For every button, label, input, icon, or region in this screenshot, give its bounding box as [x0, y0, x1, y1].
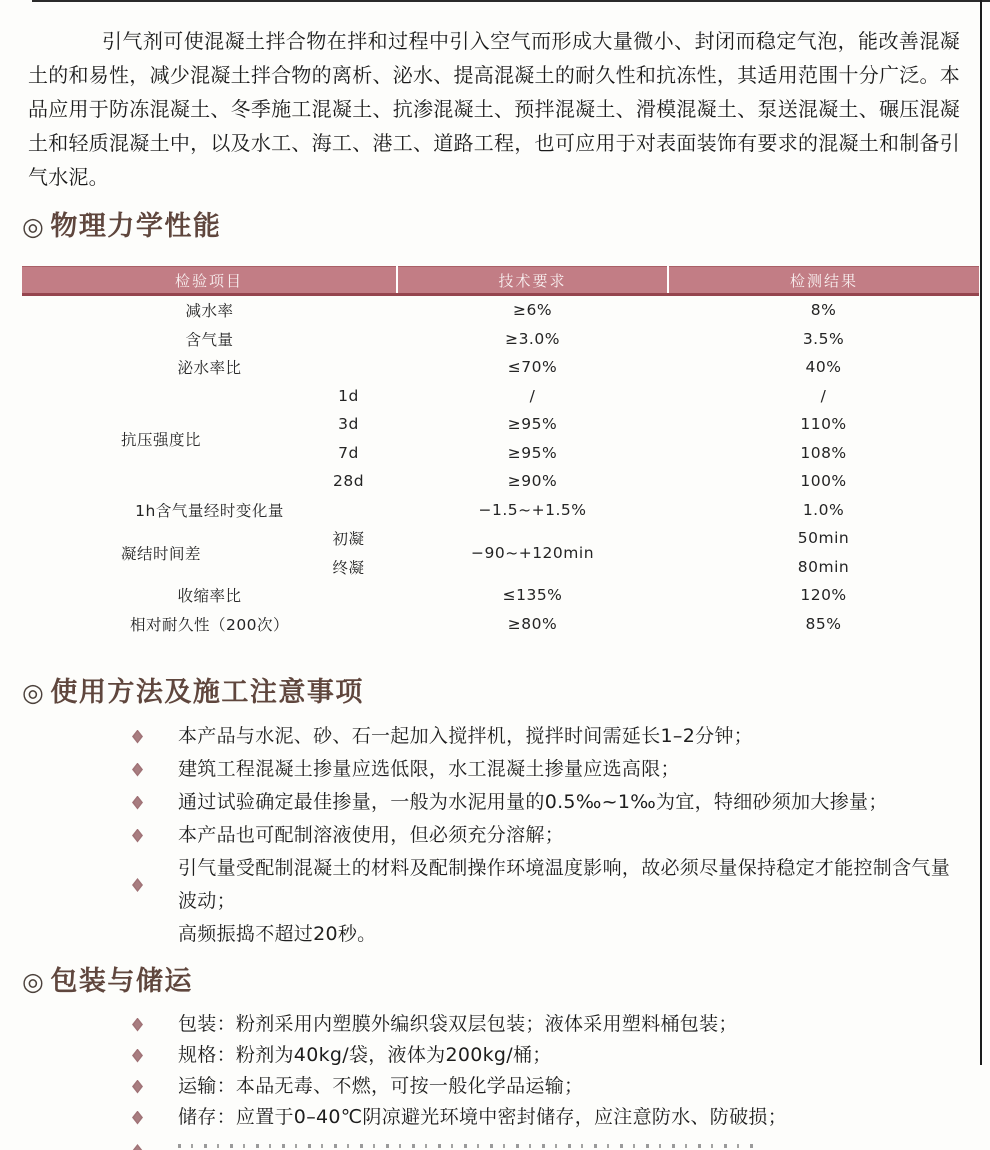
cell-result: 100% — [800, 472, 847, 491]
list-item-text: 包装：粉剂采用内塑膜外编织袋双层包装；液体采用塑料桶包装； — [178, 1013, 738, 1035]
clipped-text-fragment — [178, 1144, 758, 1148]
table-row — [22, 325, 979, 354]
cell-item: 减水率 — [185, 302, 234, 321]
cell-item: 泌水率比 — [177, 359, 242, 378]
list-item — [28, 753, 960, 786]
column-header-test-result: 检测结果 — [668, 267, 979, 295]
diamond-bullet-icon — [132, 730, 143, 744]
list-item-text: 通过试验确定最佳掺量，一般为水泥用量的0.5‰~1‰为宜，特细砂须加大掺量； — [178, 791, 888, 813]
cell-requirement: ≥90% — [507, 472, 558, 491]
physical-properties-table — [22, 266, 979, 638]
section-heading-packaging-storage — [22, 963, 960, 1001]
list-item — [28, 786, 960, 819]
list-item-text: 运输：本品无毒、不燃，可按一般化学品运输； — [178, 1075, 584, 1097]
diamond-bullet-icon — [132, 1111, 143, 1125]
list-item-continuation: 高频振捣不超过20秒。 — [178, 923, 377, 945]
column-header-test-item: 检验项目 — [22, 267, 397, 295]
cell-result: 50min — [797, 529, 850, 548]
section-heading-usage-instructions — [22, 674, 960, 712]
cell-requirement: −90~+120min — [471, 543, 595, 562]
section-marker-icon: ◎ — [22, 967, 46, 996]
section-heading-physical-properties — [22, 208, 960, 246]
section-title: 包装与储运 — [50, 966, 193, 997]
cell-item: 相对耐久性（200次） — [129, 615, 290, 634]
cell-result: 40% — [805, 358, 842, 377]
list-item-text: 本产品也可配制溶液使用，但必须充分溶解； — [178, 824, 565, 846]
cell-requirement: −1.5~+1.5% — [478, 500, 587, 519]
cell-age: 3d — [338, 415, 359, 434]
table-row — [22, 295, 979, 325]
table-row — [22, 610, 979, 639]
list-item — [28, 1102, 960, 1133]
list-item-text: 建筑工程混凝土掺量应选低限，水工混凝土掺量应选高限； — [178, 758, 680, 780]
cell-requirement: ≤135% — [502, 586, 563, 605]
cell-requirement: ≥80% — [507, 614, 558, 633]
cell-item: 1h含气量经时变化量 — [135, 501, 284, 520]
cell-item: 收缩率比 — [177, 587, 242, 606]
list-item — [28, 720, 960, 753]
list-item-text: 本产品与水泥、砂、石一起加入搅拌机，搅拌时间需延长1–2分钟； — [178, 725, 753, 747]
diamond-bullet-icon — [132, 763, 143, 777]
cell-result: 80min — [797, 557, 850, 576]
section-title: 使用方法及施工注意事项 — [50, 677, 364, 708]
cell-result: 108% — [800, 443, 847, 462]
diamond-bullet-icon — [132, 878, 143, 892]
list-item — [28, 1071, 960, 1102]
cell-age: 28d — [332, 472, 365, 491]
cell-requirement: ≥95% — [507, 415, 558, 434]
cell-group-compressive-strength-ratio: 抗压强度比 — [120, 430, 201, 449]
list-item-text: 引气量受配制混凝土的材料及配制操作环境温度影响，故必须尽量保持稳定才能控制含气量波动； — [178, 857, 951, 912]
table-row — [22, 581, 979, 610]
cell-requirement: ≥3.0% — [505, 329, 560, 348]
section-marker-icon: ◎ — [22, 678, 46, 707]
cell-phase: 初凝 — [332, 530, 365, 549]
cell-result: 85% — [805, 614, 842, 633]
list-item-text: 规格：粉剂为40kg/袋，液体为200kg/桶； — [178, 1044, 552, 1066]
cell-requirement: / — [529, 386, 536, 405]
intro-paragraph: 引气剂可使混凝土拌合物在拌和过程中引入空气而形成大量微小、封闭而稳定气泡，能改善混凝土的和易性，减少混凝土拌合物的离析、泌水、提高混凝土的耐久性和抗冻性，其适用范围十分广泛。本品应用于防冻混凝土、冬季施工混凝土、抗渗混凝土、预拌混凝土、滑模混凝土、泵送混凝土、碾压混凝土和轻质混凝土中，以及水工、海工、港工、道路工程，也可应用于对表面装饰有要求的混凝土和制备引气水泥。 — [28, 29, 960, 189]
diamond-bullet-icon — [132, 1049, 143, 1063]
clipped-text-row — [28, 1142, 960, 1150]
column-header-technical-requirement: 技术要求 — [397, 267, 668, 295]
packaging-bullet-list — [28, 1009, 960, 1150]
section-marker-icon: ◎ — [22, 212, 46, 241]
table-header-row — [22, 267, 979, 295]
cell-phase: 终凝 — [332, 558, 365, 577]
list-item-text: 储存：应置于0–40℃阴凉避光环境中密封储存，应注意防水、防破损； — [178, 1106, 788, 1128]
diamond-bullet-icon — [132, 1018, 143, 1032]
cell-result: 1.0% — [802, 500, 845, 519]
cell-result: 3.5% — [802, 329, 845, 348]
table-row — [22, 353, 979, 382]
cell-result: 8% — [810, 301, 837, 320]
usage-bullet-list — [28, 720, 960, 951]
diamond-bullet-icon — [132, 1144, 143, 1150]
cell-requirement: ≥95% — [507, 443, 558, 462]
cell-requirement: ≥6% — [512, 301, 553, 320]
cell-age: 1d — [338, 386, 359, 405]
table-row — [22, 496, 979, 525]
cell-age: 7d — [338, 443, 359, 462]
list-item — [28, 819, 960, 852]
diamond-bullet-icon — [132, 1080, 143, 1094]
list-item — [28, 1040, 960, 1071]
diamond-bullet-icon — [132, 796, 143, 810]
cell-item: 含气量 — [185, 330, 234, 349]
list-item — [28, 852, 960, 918]
table-row — [22, 382, 979, 411]
cell-group-setting-time-difference: 凝结时间差 — [120, 544, 201, 563]
cell-requirement: ≤70% — [507, 358, 558, 377]
cell-result: 110% — [800, 415, 847, 434]
diamond-bullet-icon — [132, 829, 143, 843]
table-row — [22, 524, 979, 553]
list-item — [28, 1009, 960, 1040]
section-title: 物理力学性能 — [50, 211, 222, 242]
cell-result: / — [820, 386, 827, 405]
cell-result: 120% — [800, 586, 847, 605]
